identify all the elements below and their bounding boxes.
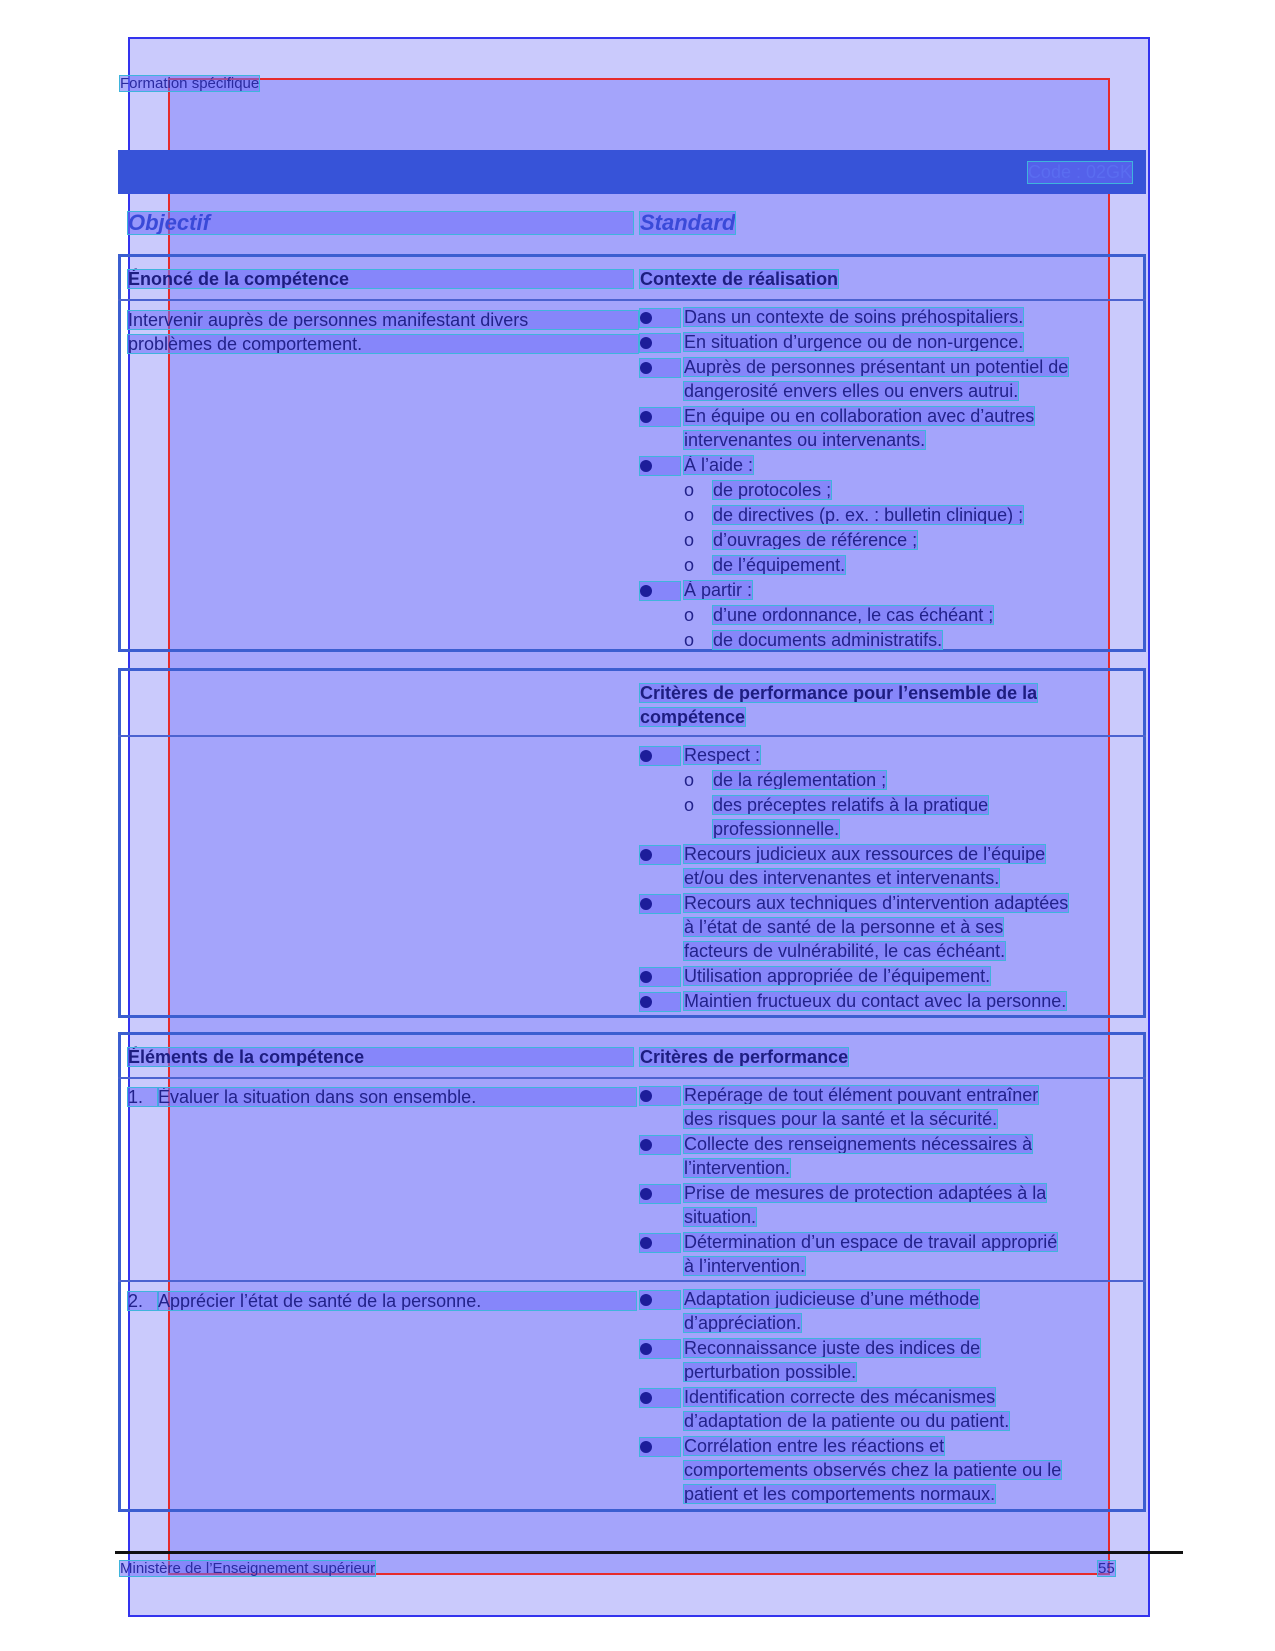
bullet-marker [640,585,652,597]
list-item-text: d’adaptation de la patiente ou du patient. [684,1411,1010,1431]
standard-heading: Standard [640,210,736,235]
list-item-text: perturbation possible. [684,1362,857,1382]
sub-list-item-text: de l’équipement. [713,555,846,575]
sub-bullet-marker: o [684,770,695,790]
list-item-text: comportements observés chez la patiente ou le [684,1460,1062,1480]
element-2-text: Apprécier l’état de santé de la personne. [158,1292,636,1310]
criteres-ensemble-heading-1: Critères de performance pour l’ensemble de la [640,683,1038,703]
list-item-text: Auprès de personnes présentant un potentiel de [684,357,1069,377]
list-item-text: À l’aide : [684,455,754,475]
program-header: Formation spécifique [120,75,260,92]
element-1-number: 1. [128,1088,158,1106]
block-elements-divider [118,1077,1146,1079]
list-item-text: Utilisation appropriée de l’équipement. [684,966,991,986]
sub-list-item-text: des préceptes relatifs à la pratique [713,795,989,815]
criteres-heading: Critères de performance [640,1047,849,1067]
footer-rule [115,1551,1183,1554]
enonce-heading: Énoncé de la compétence [128,270,633,288]
element-2-number: 2. [128,1292,158,1310]
bullet-marker [640,849,652,861]
enonce-line-1: Intervenir auprès de personnes manifestant divers [128,311,638,329]
bullet-marker [640,362,652,374]
list-item-text: l’intervention. [684,1158,791,1178]
enonce-line-2: problèmes de comportement. [128,335,638,353]
list-item-text: d’appréciation. [684,1313,802,1333]
sub-list-item-text: de protocoles ; [713,480,832,500]
bullet-marker [640,460,652,472]
list-item-text: facteurs de vulnérabilité, le cas échéant. [684,941,1006,961]
list-item-text: Identification correcte des mécanismes [684,1387,996,1407]
bullet-marker [640,1294,652,1306]
list-item-text: Recours judicieux aux ressources de l’équipe [684,844,1046,864]
bullet-marker [640,1441,652,1453]
list-item-text: Repérage de tout élément pouvant entraîner [684,1085,1039,1105]
sub-list-item-text: de directives (p. ex. : bulletin clinique) ; [713,505,1024,525]
sub-bullet-marker: o [684,505,695,525]
list-item-text: À partir : [684,580,753,600]
bullet-marker [640,1392,652,1404]
list-item-text: Prise de mesures de protection adaptées à la [684,1183,1047,1203]
code-bar [118,150,1146,194]
sub-list-item-text: de documents administratifs. [713,630,943,650]
sub-list-item-text: professionnelle. [713,819,840,839]
bullet-marker [640,1237,652,1249]
bullet-marker [640,750,652,762]
sub-bullet-marker: o [684,480,695,500]
list-item-text: Collecte des renseignements nécessaires à [684,1134,1033,1154]
footer-ministry: Ministère de l’Enseignement supérieur [120,1560,376,1577]
objectif-heading: Objectif [128,212,633,234]
list-item-text: Maintien fructueux du contact avec la personne. [684,991,1067,1011]
bullet-marker [640,337,652,349]
contexte-heading: Contexte de réalisation [640,269,839,289]
bullet-marker [640,1343,652,1355]
sub-bullet-marker: o [684,605,695,625]
list-item-text: à l’intervention. [684,1256,806,1276]
list-item-text: Respect : [684,745,761,765]
list-item-text: situation. [684,1207,757,1227]
block-enonce-divider [118,299,1146,301]
competency-code: Code : 02GK [1027,162,1132,182]
list-item-text: patient et les comportements normaux. [684,1484,996,1504]
block-criteres-ensemble [118,668,1146,1018]
sub-bullet-marker: o [684,795,695,815]
bullet-marker [640,898,652,910]
sub-list-item-text: de la réglementation ; [713,770,887,790]
list-item-text: Recours aux techniques d’intervention adaptées [684,893,1069,913]
list-item-text: Corrélation entre les réactions et [684,1436,945,1456]
sub-bullet-marker: o [684,630,695,650]
list-item-text: intervenantes ou intervenants. [684,430,926,450]
list-item-text: Détermination d’un espace de travail approprié [684,1232,1058,1252]
list-item-text: et/ou des intervenantes et intervenants. [684,868,1000,888]
bullet-marker [640,312,652,324]
list-item-text: Dans un contexte de soins préhospitaliers. [684,307,1024,327]
footer-page-number: 55 [1098,1560,1115,1577]
bullet-marker [640,1139,652,1151]
bullet-marker [640,971,652,983]
criteres-ensemble-heading-2: compétence [640,707,746,727]
element-1-text: Évaluer la situation dans son ensemble. [158,1088,636,1106]
sub-list-item-text: d’une ordonnance, le cas échéant ; [713,605,994,625]
bullet-marker [640,1188,652,1200]
list-item-text: Adaptation judicieuse d’une méthode [684,1289,980,1309]
bullet-marker [640,996,652,1008]
block-criteres-ensemble-divider [118,735,1146,737]
list-item-text: En équipe ou en collaboration avec d’autres [684,406,1035,426]
block-elements-row-divider [118,1280,1146,1282]
elements-heading: Éléments de la compétence [128,1048,633,1066]
bullet-marker [640,1090,652,1102]
sub-list-item-text: d’ouvrages de référence ; [713,530,918,550]
list-item-text: dangerosité envers elles ou envers autrui. [684,381,1019,401]
list-item-text: à l’état de santé de la personne et à ses [684,917,1004,937]
list-item-text: En situation d’urgence ou de non-urgence. [684,332,1024,352]
sub-bullet-marker: o [684,555,695,575]
sub-bullet-marker: o [684,530,695,550]
list-item-text: Reconnaissance juste des indices de [684,1338,981,1358]
bullet-marker [640,411,652,423]
list-item-text: des risques pour la santé et la sécurité. [684,1109,998,1129]
